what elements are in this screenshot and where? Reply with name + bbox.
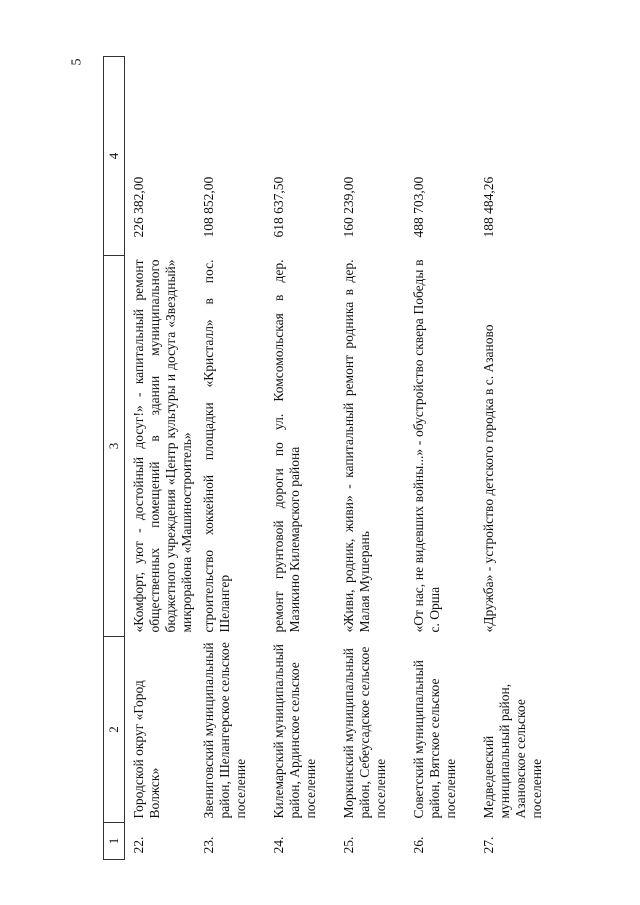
table-row (405, 57, 475, 860)
project-cell: строительство хоккейной площадки «Кристалл» в пос. Шелангер (201, 259, 232, 633)
project-cell: «Комфорт, уют - достойный досуг!» - капитальный ремонт общественных помещений в здании муниципального бюджетного учреждения «Центр культуры и досуга «Звездный» микрорайона «Машиностроитель» (131, 259, 194, 633)
project-cell: «Дружба» - устройство детского городка в с. Азаново (481, 324, 496, 633)
project-cell: ремонт грунтовой дороги по ул. Комсомольская в дер. Мазикино Килемарского района (271, 259, 302, 633)
municipality-cell: Городской округ «Город Волжск» (131, 680, 162, 819)
municipality-cell: Моркинский муниципальный район, Себеусадское сельское поселение (341, 646, 388, 819)
header-col-1: 1 (104, 823, 125, 860)
municipality-cell: Килемарский муниципальный район, Ардинское сельское поселение (271, 644, 318, 819)
row-number: 22. (131, 836, 146, 854)
amount-cell: 160 239,00 (341, 176, 356, 238)
municipality-cell: Советский муниципальный район, Вятское сельское поселение (411, 660, 458, 819)
project-cell: «Живи, родник, живи» - капитальный ремонт родника в дер. Малая Мушерань (341, 259, 372, 633)
funding-table (103, 56, 545, 860)
row-number: 23. (201, 836, 216, 854)
table-row (335, 57, 405, 860)
table-row (475, 57, 545, 860)
row-number: 24. (271, 836, 286, 854)
table-row (125, 57, 196, 860)
municipality-cell: Звениговский муниципальный район, Шелангерское сельское поселение (201, 642, 248, 819)
row-number: 26. (411, 836, 426, 854)
row-number: 27. (481, 836, 496, 854)
header-col-3: 3 (104, 256, 125, 637)
amount-cell: 488 703,00 (411, 176, 426, 238)
project-cell: «От нас, не видевших войны...» - обустройство сквера Победы в с. Орша (411, 259, 442, 633)
rotated-table-sheet (103, 57, 545, 860)
page-number: 5 (69, 58, 85, 66)
amount-cell: 188 484,26 (481, 176, 496, 238)
header-col-2: 2 (104, 637, 125, 823)
amount-cell: 618 637,50 (271, 176, 286, 238)
header-row (104, 57, 125, 860)
row-number: 25. (341, 836, 356, 854)
header-col-4: 4 (104, 57, 125, 256)
table-row (195, 57, 265, 860)
amount-cell: 226 382,00 (131, 176, 146, 238)
municipality-cell: Медведевский муниципальный район, Азановское сельское поселение (481, 683, 544, 819)
table-row (265, 57, 335, 860)
amount-cell: 108 852,00 (201, 176, 216, 238)
